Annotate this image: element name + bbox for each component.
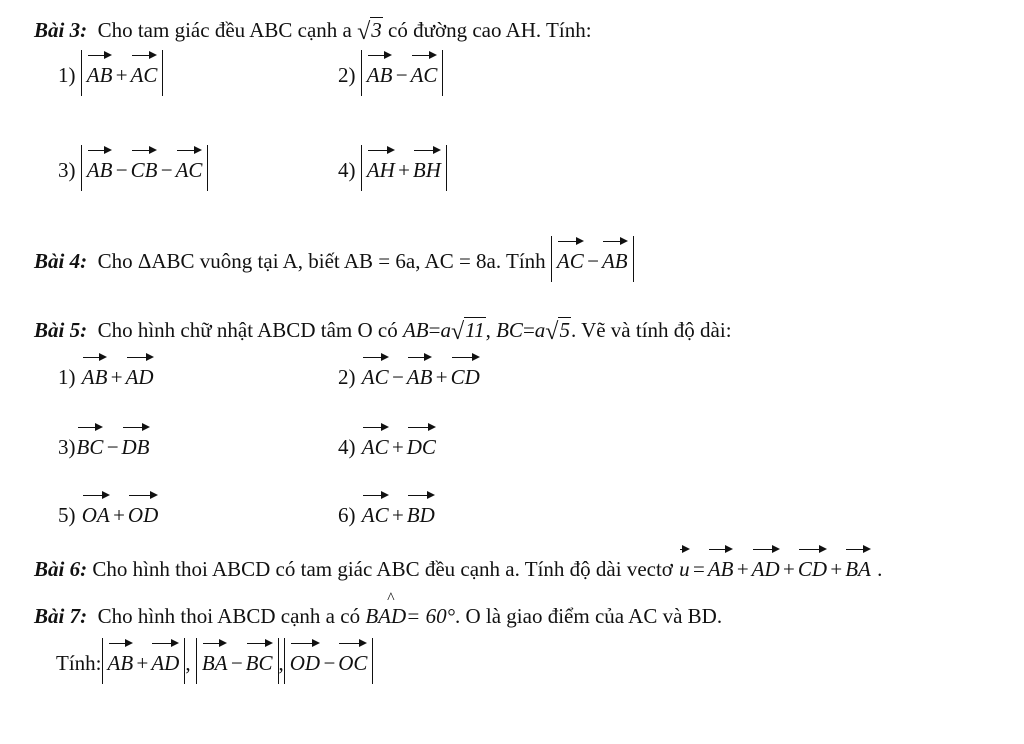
bai3-title	[34, 18, 592, 46]
bai5-item-6: 6) AC+BD	[338, 490, 436, 528]
vector-u: u	[679, 544, 690, 582]
abs-expression: AB+AC	[81, 50, 164, 96]
bai4-text: Cho ΔABC vuông tại A, biết AB = 6a, AC = 8a. Tính	[97, 249, 546, 273]
angle-bad: B^ AD= 60°	[365, 604, 455, 628]
bai5-item-3: 3)BC−DB	[58, 422, 151, 460]
bai3-sqrt: √3	[357, 18, 382, 45]
bai6-label: Bài 6:	[34, 557, 88, 581]
bai6-text: Cho hình thoi ABCD có tam giác ABC đều cạnh a. Tính độ dài vectơ	[92, 557, 673, 581]
bai5-item-2: 2) AC−AB+CD	[338, 352, 481, 390]
abs-expression: BA−BC	[196, 638, 279, 684]
bai5-text-post: . Vẽ và tính độ dài:	[570, 318, 732, 342]
bai3-text-post: có đường cao AH. Tính:	[388, 18, 592, 42]
bai5-item-1: 1) AB+AD	[58, 352, 155, 390]
abs-expression: AB+AD	[102, 638, 186, 684]
bai3-text-pre: Cho tam giác đều ABC cạnh a	[97, 18, 352, 42]
bai3-item-2: 2) AB−AC	[338, 50, 443, 96]
bai7-label: Bài 7:	[34, 604, 88, 628]
bai3-item-4: 4) AH+BH	[338, 145, 447, 191]
bai5-text-pre: Cho hình chữ nhật ABCD tâm O có	[97, 318, 398, 342]
bai7-text-post: . O là giao điểm của AC và BD.	[454, 604, 723, 628]
bai5-title: Bài 5: Cho hình chữ nhật ABCD tâm O có AB=a√11, BC=a√5. Vẽ và tính độ dài:	[34, 318, 732, 345]
bai3-item-3: 3) AB−CB−AC	[58, 145, 208, 191]
bai5-item-4: 4) AC+DC	[338, 422, 437, 460]
bai4-label: Bài 4:	[34, 249, 88, 273]
abs-expression: AH+BH	[361, 145, 447, 191]
bai7-title	[34, 604, 722, 629]
bai5-item-5: 5) OA+OD	[58, 490, 159, 528]
bai5-label: Bài 5:	[34, 318, 88, 342]
abs-expression: AB−CB−AC	[81, 145, 209, 191]
bai7-tinh-line: Tính: AB+AD , BA−BC , OD−OC	[56, 638, 373, 684]
abs-expression: AC−AB	[551, 236, 634, 282]
abs-expression: OD−OC	[284, 638, 374, 684]
bai3-item-1: 1) AB+AC	[58, 50, 163, 96]
abs-expression: AB−AC	[361, 50, 444, 96]
bai6-line: Bài 6: Cho hình thoi ABCD có tam giác ABC đều cạnh a. Tính độ dài vectơ u=AB+AD+CD+BA .	[34, 544, 882, 582]
bai4-line	[34, 236, 634, 282]
bai7-text-pre: Cho hình thoi ABCD cạnh a có	[97, 604, 361, 628]
bai3-label: Bài 3:	[34, 18, 88, 42]
